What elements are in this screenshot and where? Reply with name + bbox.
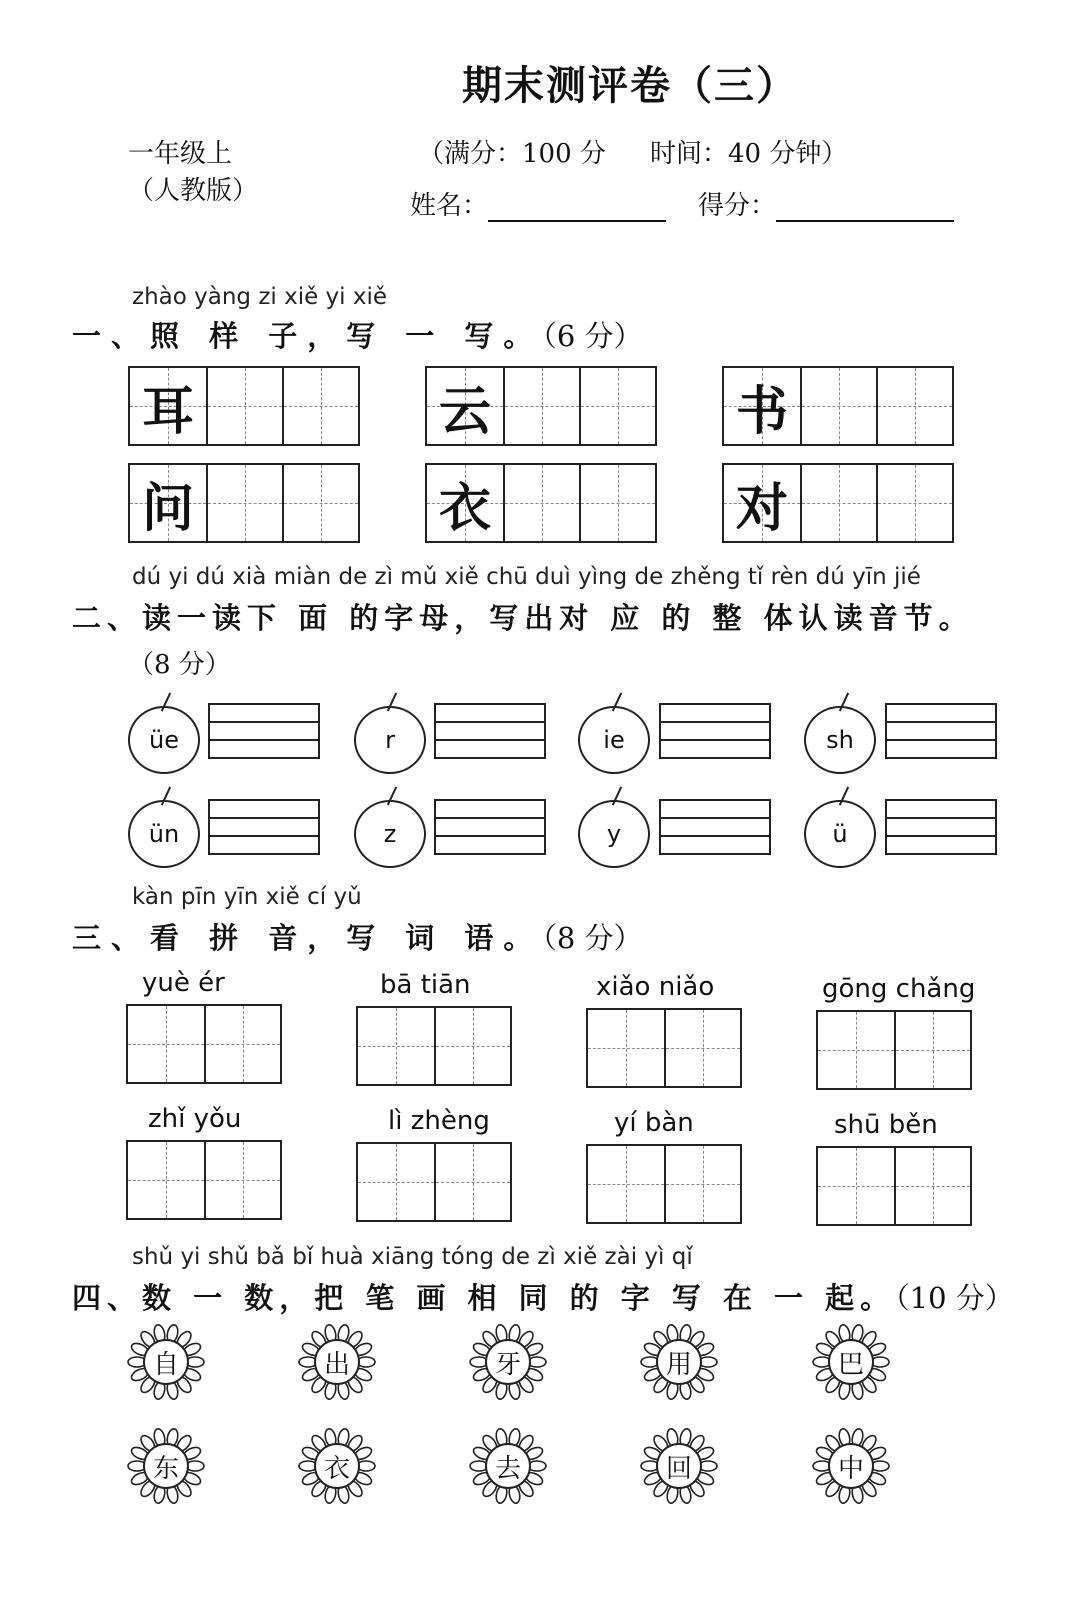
- flower-icon: [468, 1426, 548, 1506]
- write-cell[interactable]: [818, 1148, 894, 1224]
- write-cell[interactable]: [128, 1006, 204, 1082]
- flower-char: 用: [665, 1349, 692, 1380]
- flower-icon: [297, 1426, 377, 1506]
- flower-icon: [811, 1322, 891, 1402]
- write-cell[interactable]: [664, 1146, 740, 1222]
- flower-char: 东: [152, 1453, 179, 1484]
- flower-icon: [126, 1322, 206, 1402]
- flower-char: 去: [494, 1453, 521, 1484]
- flower-char: 衣: [323, 1453, 350, 1484]
- q3-points: （8 分）: [542, 921, 643, 955]
- word-grid: [816, 1010, 972, 1090]
- write-cell[interactable]: [282, 368, 358, 444]
- write-cell[interactable]: [206, 368, 282, 444]
- apple-icon: [578, 706, 650, 774]
- q2-points: （8 分）: [128, 650, 231, 680]
- flower-icon: [468, 1322, 548, 1402]
- write-cell[interactable]: [579, 368, 655, 444]
- four-line-grid[interactable]: [434, 799, 546, 855]
- apple-letter: ün: [148, 820, 180, 848]
- q1-char: 耳: [141, 380, 194, 442]
- write-cell[interactable]: [204, 1142, 280, 1218]
- apple-letter: z: [383, 820, 397, 848]
- q1-grid-3: [722, 366, 954, 446]
- write-cell[interactable]: [503, 465, 579, 541]
- flower-char: 自: [152, 1349, 179, 1380]
- word-grid: [586, 1144, 742, 1224]
- q3-pinyin: kàn pīn yīn xiě cí yǔ: [132, 884, 362, 910]
- word-pinyin: lì zhèng: [388, 1106, 490, 1136]
- apple-letter: ie: [603, 726, 625, 754]
- q1-heading-text: 一、照 样 子，写 一 写。: [72, 319, 543, 353]
- q3-heading: [72, 916, 643, 957]
- write-cell[interactable]: [434, 1144, 510, 1220]
- apple-letter: y: [606, 820, 622, 848]
- q4-heading-text: 四、数 一 数，把 笔 画 相 同 的 字 写 在 一 起。: [72, 1281, 896, 1315]
- four-line-grid[interactable]: [659, 703, 771, 759]
- q1-grid-6: [722, 463, 954, 543]
- q1-heading: [72, 314, 643, 355]
- apple-icon: [128, 706, 200, 774]
- write-cell[interactable]: [206, 465, 282, 541]
- four-line-grid[interactable]: [885, 799, 997, 855]
- score-blank[interactable]: [776, 194, 954, 222]
- apple-icon: [804, 800, 876, 868]
- apple-letter: üe: [149, 726, 179, 754]
- q1-points: （6 分）: [542, 319, 643, 353]
- flower-char: 巴: [837, 1349, 864, 1380]
- q1-pinyin: zhào yàng zi xiě yi xiě: [132, 284, 388, 310]
- apple-icon: [128, 800, 200, 868]
- q1-char: 对: [735, 477, 788, 539]
- flower-icon: [639, 1426, 719, 1506]
- q1-grid-2: [425, 366, 657, 446]
- write-cell[interactable]: [282, 465, 358, 541]
- word-grid: [356, 1006, 512, 1086]
- write-cell[interactable]: [128, 1142, 204, 1218]
- flower-char: 牙: [494, 1349, 521, 1380]
- q3-heading-text: 三、看 拼 音，写 词 语。: [72, 921, 543, 955]
- score-label: 得分：: [698, 191, 777, 221]
- page-title: 期末测评卷（三）: [462, 63, 798, 109]
- flower-icon: [811, 1426, 891, 1506]
- write-cell[interactable]: [894, 1012, 970, 1088]
- word-pinyin: bā tiān: [380, 970, 471, 1000]
- name-label: 姓名：: [410, 191, 489, 221]
- write-cell[interactable]: [876, 465, 952, 541]
- flower-icon: [126, 1426, 206, 1506]
- four-line-grid[interactable]: [885, 703, 997, 759]
- write-cell[interactable]: [800, 465, 876, 541]
- q1-char: 云: [438, 380, 491, 442]
- q4-points: （10 分）: [895, 1281, 1014, 1315]
- q1-grid-5: [425, 463, 657, 543]
- four-line-grid[interactable]: [434, 703, 546, 759]
- name-blank[interactable]: [488, 194, 666, 222]
- score-field[interactable]: [698, 185, 954, 222]
- q1-grid-4: [128, 463, 360, 543]
- four-line-grid[interactable]: [208, 703, 320, 759]
- flower-icon: [297, 1322, 377, 1402]
- apple-icon: [354, 800, 426, 868]
- flower-char: 中: [837, 1453, 864, 1484]
- write-cell[interactable]: [894, 1148, 970, 1224]
- write-cell[interactable]: [664, 1010, 740, 1086]
- q4-heading: [72, 1276, 1014, 1317]
- word-pinyin: gōng chǎng: [822, 974, 976, 1004]
- apple-icon: [578, 800, 650, 868]
- q1-grid-1: [128, 366, 360, 446]
- write-cell[interactable]: [434, 1008, 510, 1084]
- word-grid: [356, 1142, 512, 1222]
- write-cell[interactable]: [579, 465, 655, 541]
- q4-pinyin: shǔ yi shǔ bǎ bǐ huà xiāng tóng de zì xiě zài yì qǐ: [132, 1244, 693, 1270]
- flower-char: 出: [323, 1349, 350, 1380]
- apple-letter: r: [385, 726, 395, 754]
- write-cell[interactable]: [204, 1006, 280, 1082]
- write-cell[interactable]: [588, 1010, 664, 1086]
- word-grid: [126, 1140, 282, 1220]
- word-pinyin: yuè ér: [142, 968, 225, 998]
- flower-char: 回: [665, 1453, 692, 1484]
- write-cell[interactable]: [876, 368, 952, 444]
- word-pinyin: yí bàn: [614, 1108, 694, 1138]
- grade-label: 一年级上: [128, 139, 233, 169]
- apple-icon: [354, 706, 426, 774]
- score-info: （满分：100 分: [418, 139, 606, 169]
- name-field[interactable]: [410, 185, 666, 222]
- write-cell[interactable]: [503, 368, 579, 444]
- four-line-grid[interactable]: [208, 799, 320, 855]
- apple-letter: sh: [826, 726, 854, 754]
- word-pinyin: zhǐ yǒu: [148, 1104, 242, 1134]
- write-cell[interactable]: [358, 1144, 434, 1220]
- edition-label: （人教版）: [128, 176, 259, 206]
- q2-heading: 二、读一读下 面 的字母，写出对 应 的 整 体认读音节。: [72, 601, 974, 635]
- flower-icon: [639, 1322, 719, 1402]
- four-line-grid[interactable]: [659, 799, 771, 855]
- apple-letter: ü: [832, 820, 848, 848]
- write-cell[interactable]: [358, 1008, 434, 1084]
- word-grid: [586, 1008, 742, 1088]
- write-cell[interactable]: [800, 368, 876, 444]
- word-grid: [126, 1004, 282, 1084]
- q1-char: 书: [735, 380, 788, 442]
- write-cell[interactable]: [588, 1146, 664, 1222]
- word-pinyin: xiǎo niǎo: [596, 972, 715, 1002]
- write-cell[interactable]: [818, 1012, 894, 1088]
- q2-pinyin: dú yi dú xià miàn de zì mǔ xiě chū duì yìng de zhěng tǐ rèn dú yīn jié: [132, 564, 921, 590]
- time-info: 时间：40 分钟）: [650, 139, 848, 169]
- q1-char: 问: [141, 477, 194, 539]
- word-pinyin: shū běn: [834, 1110, 938, 1140]
- q1-char: 衣: [438, 477, 491, 539]
- apple-icon: [804, 706, 876, 774]
- word-grid: [816, 1146, 972, 1226]
